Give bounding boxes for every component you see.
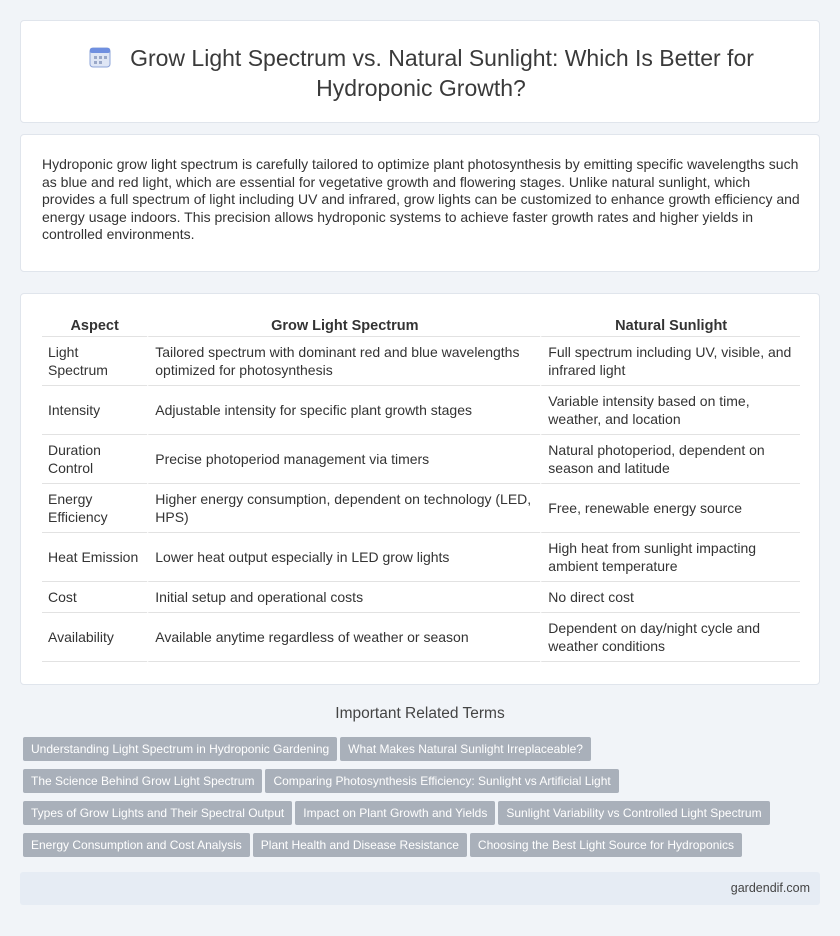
title-line-2: Hydroponic Growth? [316,75,526,101]
footer-site-link[interactable]: gardendif.com [730,881,810,895]
calendar-icon [88,45,112,69]
related-term-tag[interactable]: Sunlight Variability vs Controlled Light Spectrum [498,801,769,825]
related-term-tag[interactable]: The Science Behind Grow Light Spectrum [23,769,262,793]
column-header-aspect: Aspect [42,316,147,337]
table-cell: Tailored spectrum with dominant red and blue wavelengths optimized for photosynthesis [147,337,540,386]
table-cell: Intensity [42,386,147,435]
table-cell: Available anytime regardless of weather or season [147,613,540,662]
related-term-tag[interactable]: Choosing the Best Light Source for Hydroponics [470,833,742,857]
table-cell: Free, renewable energy source [540,484,800,533]
table-cell: Availability [42,613,147,662]
column-header-grow-light: Grow Light Spectrum [147,316,540,337]
table-cell: Light Spectrum [42,337,147,386]
title-line-1: Grow Light Spectrum vs. Natural Sunlight: Which Is Better for [130,45,754,71]
table-cell: Full spectrum including UV, visible, and infrared light [540,337,800,386]
table-cell: Heat Emission [42,533,147,582]
intro-card [20,134,820,272]
tag-row [23,737,823,769]
related-term-tag[interactable]: Energy Consumption and Cost Analysis [23,833,250,857]
related-term-tag[interactable]: Impact on Plant Growth and Yields [295,801,495,825]
table-cell: Cost [42,582,147,613]
comparison-table [42,316,800,662]
table-row [42,484,800,533]
comparison-card [20,293,820,685]
table-cell: Duration Control [42,435,147,484]
related-term-tag[interactable]: Plant Health and Disease Resistance [253,833,467,857]
related-term-tag[interactable]: Comparing Photosynthesis Efficiency: Sunlight vs Artificial Light [265,769,618,793]
page-title [21,43,821,103]
table-row [42,337,800,386]
tag-row [23,801,823,833]
related-term-tag[interactable]: Understanding Light Spectrum in Hydroponic Gardening [23,737,337,761]
table-cell: High heat from sunlight impacting ambient temperature [540,533,800,582]
related-term-tag[interactable]: What Makes Natural Sunlight Irreplaceable? [340,737,591,761]
related-terms-heading: Important Related Terms [335,705,505,722]
table-cell: Precise photoperiod management via timers [147,435,540,484]
table-cell: No direct cost [540,582,800,613]
column-header-sunlight: Natural Sunlight [540,316,800,337]
table-row [42,435,800,484]
footer [20,872,820,905]
table-cell: Variable intensity based on time, weather, and location [540,386,800,435]
table-row [42,582,800,613]
intro-paragraph: Hydroponic grow light spectrum is carefully tailored to optimize plant photosynthesis by emitting specific wavelengths such as blue and red light, which are essential for vegetative growth and flowering stages. Unlike natural sunlight, which provides a full spectrum of light including UV and infrared, grow lights can be customized to enhance growth efficiency and energy usage indoors. This precision allows hydroponic systems to achieve faster growth rates and higher yields in controlled environments. [42,156,800,243]
table-row [42,386,800,435]
table-cell: Adjustable intensity for specific plant growth stages [147,386,540,435]
related-term-tag[interactable]: Types of Grow Lights and Their Spectral Output [23,801,292,825]
table-row [42,533,800,582]
table-cell: Natural photoperiod, dependent on season and latitude [540,435,800,484]
table-row [42,613,800,662]
table-cell: Higher energy consumption, dependent on technology (LED, HPS) [147,484,540,533]
table-cell: Initial setup and operational costs [147,582,540,613]
title-card [20,20,820,123]
tag-row [23,769,823,801]
table-header-row [42,316,800,337]
table-cell: Energy Efficiency [42,484,147,533]
table-cell: Lower heat output especially in LED grow lights [147,533,540,582]
table-cell: Dependent on day/night cycle and weather conditions [540,613,800,662]
tag-row [23,833,823,865]
related-terms-list [23,737,823,865]
